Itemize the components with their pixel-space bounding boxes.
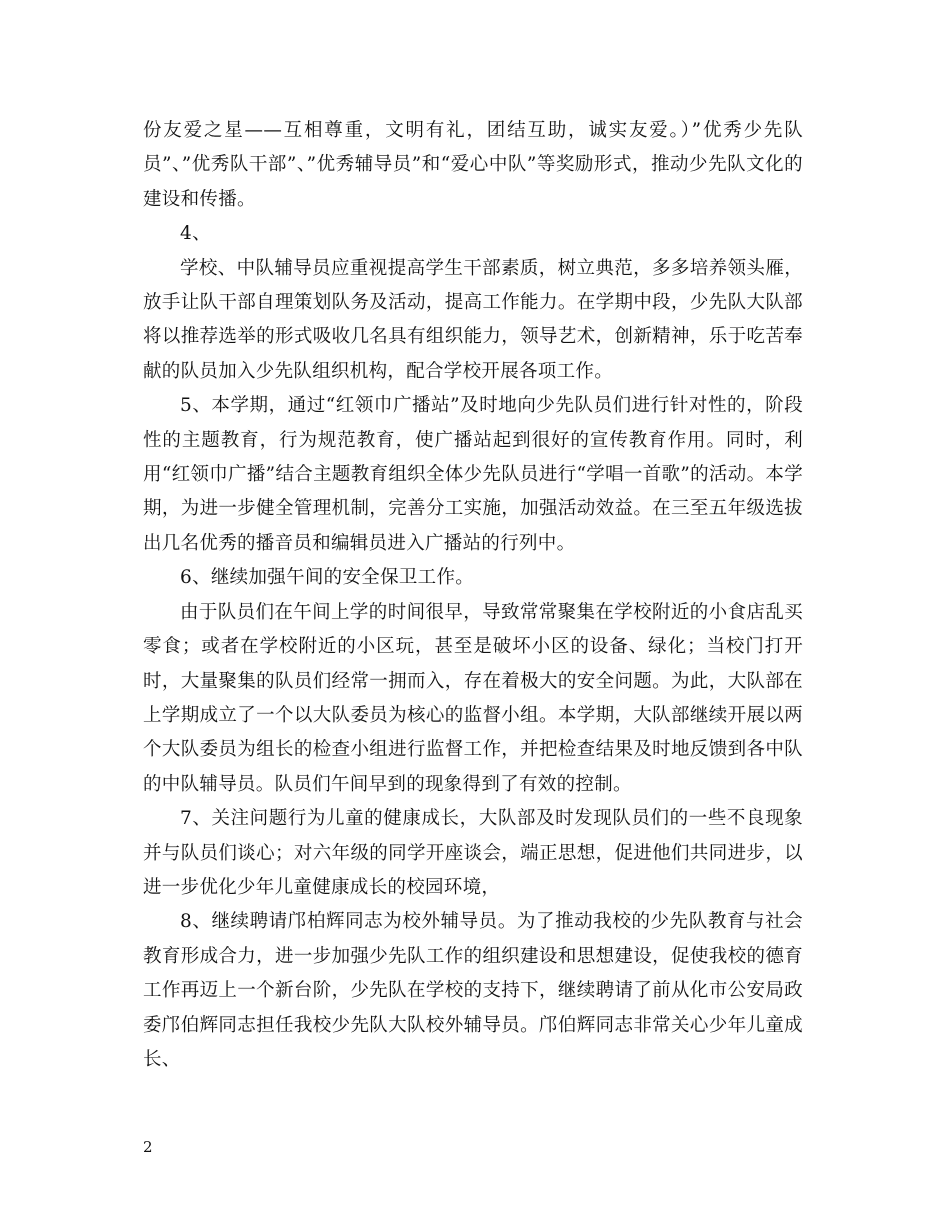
paragraph-8: 8、继续聘请邝柏辉同志为校外辅导员。为了推动我校的少先队教育与社会教育形成合力，进一步加强少先队工作的组织建设和思想建设，促使我校的德育工作再迈上一个新台阶，少先队在学校的支持下，继续聘请了前从化市公安局政委邝伯辉同志担任我校少先队大队校外辅导员。邝伯辉同志非常关心少年儿童成长、 [143,911,803,1070]
paragraph-5: 6、继续加强午间的安全保卫工作。 [180,567,475,589]
paragraph-6: 由于队员们在午间上学的时间很早，导致常常聚集在学校附近的小食店乱买零食；或者在学校附近的小区玩，甚至是破坏小区的设备、绿化；当校门打开时，大量聚集的队员们经常一拥而入，存在着极大的安全问题。为此，大队部在上学期成立了一个以大队委员为核心的监督小组。本学期，大队部继续开展以两个大队委员为组长的检查小组进行监督工作，并把检查结果及时地反馈到各中队的中队辅导员。队员们午间早到的现象得到了有效的控制。 [143,601,803,795]
paragraph-4: 5、本学期，通过“红领巾广播站”及时地向少先队员们进行针对性的，阶段性的主题教育，行为规范教育，使广播站起到很好的宣传教育作用。同时，利用“红领巾广播”结合主题教育组织全体少先队员进行“学唱一首歌”的活动。本学期，为进一步健全管理机制，完善分工实施，加强活动效益。在三至五年级选拔出几名优秀的播音员和编辑员进入广播站的行列中。 [143,395,803,554]
page-number: 2 [143,1138,153,1156]
paragraph-3: 学校、中队辅导员应重视提高学生干部素质，树立典范，多多培养领头雁，放手让队干部自理策划队务及活动，提高工作能力。在学期中段，少先队大队部将以推荐选举的形式吸收几名具有组织能力，领导艺术，创新精神，乐于吃苦奉献的队员加入少先队组织机构，配合学校开展各项工作。 [143,257,803,382]
document-body [143,114,803,1077]
paragraph-2: 4、 [180,223,211,245]
paragraph-7: 7、关注问题行为儿童的健康成长，大队部及时发现队员们的一些不良现象并与队员们谈心；对六年级的同学开座谈会，端正思想，促进他们共同进步，以进一步优化少年儿童健康成长的校园环境， [143,808,803,898]
paragraph-1: 份友爱之星——互相尊重，文明有礼，团结互助，诚实友爱。）”优秀少先队员”、”优秀队干部”、”优秀辅导员”和“爱心中队”等奖励形式，推动少先队文化的建设和传播。 [143,120,803,210]
